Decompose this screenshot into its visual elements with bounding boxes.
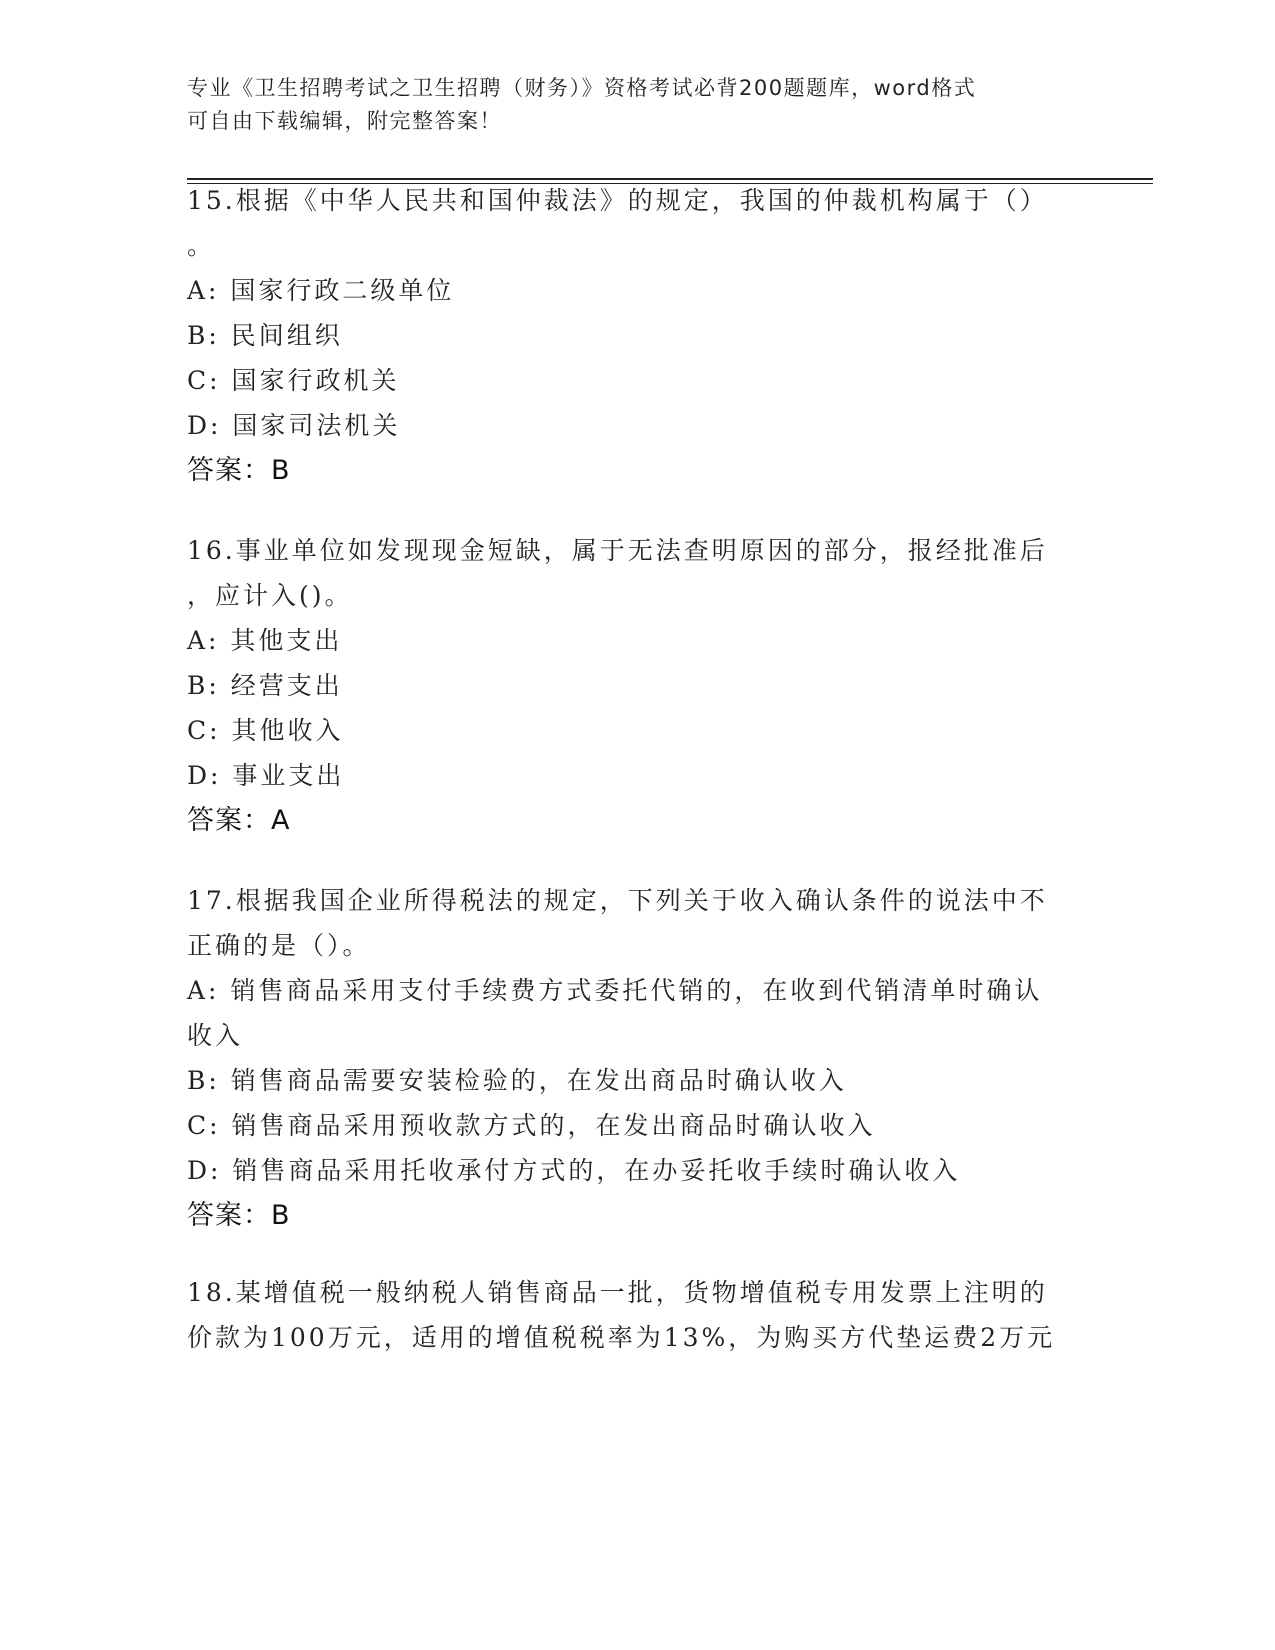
option-b: B: 销售商品需要安装检验的，在发出商品时确认收入 — [187, 1066, 847, 1095]
option-d: D: 事业支出 — [187, 761, 345, 790]
option-c: C: 其他收入 — [187, 716, 344, 745]
option-a: A: 其他支出 — [187, 626, 343, 655]
document-header — [187, 72, 1067, 138]
option-c: C: 销售商品采用预收款方式的，在发出商品时确认收入 — [187, 1111, 876, 1140]
question-16 — [187, 528, 1087, 843]
answer: 答案：A — [187, 805, 291, 836]
answer: 答案：B — [187, 455, 291, 486]
question-stem: 17.根据我国企业所得税法的规定，下列关于收入确认条件的说法中不 — [187, 886, 1048, 915]
question-stem: 15.根据《中华人民共和国仲裁法》的规定，我国的仲裁机构属于（） — [187, 186, 1048, 215]
question-stem: 。 — [187, 231, 216, 260]
header-line-2: 可自由下载编辑，附完整答案！ — [187, 109, 502, 133]
question-18 — [187, 1270, 1087, 1360]
option-a: A: 国家行政二级单位 — [187, 276, 455, 305]
option-c: C: 国家行政机关 — [187, 366, 400, 395]
option-b: B: 民间组织 — [187, 321, 343, 350]
question-17 — [187, 878, 1087, 1238]
question-stem: 正确的是（）。 — [187, 931, 371, 960]
question-stem: 18.某增值税一般纳税人销售商品一批，货物增值税专用发票上注明的 — [187, 1278, 1048, 1307]
option-d: D: 销售商品采用托收承付方式的，在办妥托收手续时确认收入 — [187, 1156, 961, 1185]
option-b: B: 经营支出 — [187, 671, 343, 700]
answer: 答案：B — [187, 1200, 291, 1231]
question-15 — [187, 178, 1087, 493]
question-stem: ，应计入()。 — [187, 581, 353, 610]
option-a-continued: 收入 — [187, 1021, 244, 1050]
option-a: A: 销售商品采用支付手续费方式委托代销的，在收到代销清单时确认 — [187, 976, 1043, 1005]
header-line-1: 专业《卫生招聘考试之卫生招聘（财务）》资格考试必背200题题库，word格式 — [187, 76, 977, 100]
question-stem: 16.事业单位如发现现金短缺，属于无法查明原因的部分，报经批准后 — [187, 536, 1048, 565]
option-d: D: 国家司法机关 — [187, 411, 401, 440]
question-stem: 价款为100万元，适用的增值税税率为13%，为购买方代垫运费2万元 — [187, 1323, 1056, 1352]
